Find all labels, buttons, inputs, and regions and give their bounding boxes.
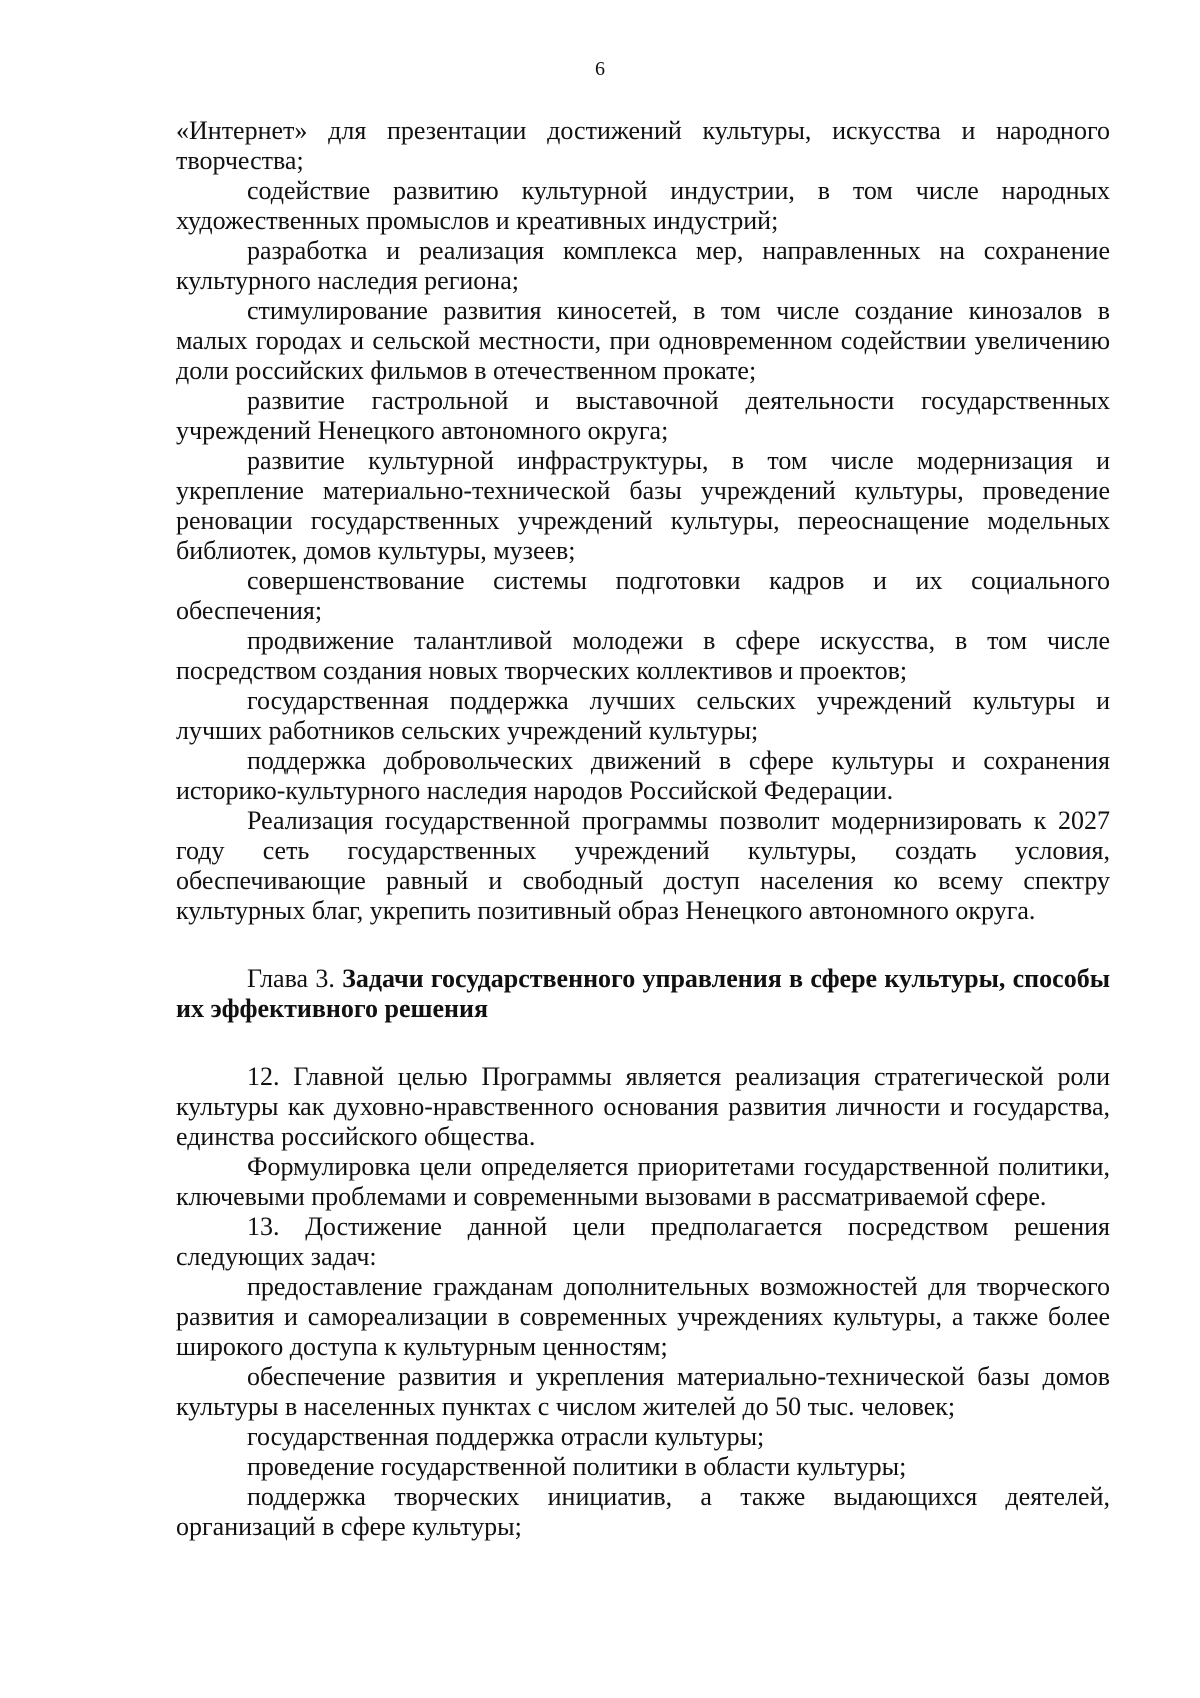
paragraph: Формулировка цели определяется приоритетами государственной политики, ключевыми проблемами и современными вызовами в рассматриваемой сфере. [176,1152,1110,1211]
spacer [176,1024,1110,1062]
page-number: 6 [595,58,605,80]
chapter-prefix: Глава 3. [247,964,335,993]
paragraph: предоставление гражданам дополнительных возможностей для творческого развития и самореализации в современных учреждениях культуры, а также более широкого доступа к культурным ценностям; [176,1272,1110,1361]
paragraph: государственная поддержка лучших сельских учреждений культуры и лучших работников сельских учреждений культуры; [176,686,1110,745]
paragraph: развитие гастрольной и выставочной деятельности государственных учреждений Ненецкого автономного округа; [176,386,1110,445]
paragraph: поддержка творческих инициатив, а также выдающихся деятелей, организаций в сфере культуры; [176,1482,1110,1541]
paragraph: совершенствование системы подготовки кадров и их социального обеспечения; [176,566,1110,625]
paragraph: продвижение талантливой молодежи в сфере искусства, в том числе посредством создания новых творческих коллективов и проектов; [176,626,1110,685]
top-paragraphs [176,116,1110,926]
paragraph: стимулирование развития киносетей, в том числе создание кинозалов в малых городах и сельской местности, при одновременном содействии увеличению доли российских фильмов в отечественном прокате; [176,296,1110,385]
bottom-paragraphs [176,1062,1110,1542]
paragraph: 13. Достижение данной цели предполагается посредством решения следующих задач: [176,1212,1110,1271]
paragraph: проведение государственной политики в области культуры; [247,1452,907,1481]
paragraph: «Интернет» для презентации достижений культуры, искусства и народного творчества; [176,116,1110,175]
paragraph: разработка и реализация комплекса мер, направленных на сохранение культурного наследия региона; [176,236,1110,295]
document-body [176,116,1110,1542]
paragraph: содействие развитию культурной индустрии, в том числе народных художественных промыслов и креативных индустрий; [176,176,1110,235]
paragraph: государственная поддержка отрасли культуры; [247,1422,765,1451]
paragraph: развитие культурной инфраструктуры, в том числе модернизация и укрепление материально-технической базы учреждений культуры, проведение реновации государственных учреждений культуры, переоснащение модельных библиотек, домов культуры, музеев; [176,446,1110,565]
paragraph: 12. Главной целью Программы является реализация стратегической роли культуры как духовно-нравственного основания развития личности и государства, единства российского общества. [176,1062,1110,1151]
chapter-title: Задачи государственного управления в сфере культуры, способы их эффективного решения [176,964,1110,1023]
chapter-heading [176,964,1110,1024]
paragraph: обеспечение развития и укрепления материально-технической базы домов культуры в населенных пунктах с числом жителей до 50 тыс. человек; [176,1362,1110,1421]
paragraph: Реализация государственной программы позволит модернизировать к 2027 году сеть государственных учреждений культуры, создать условия, обеспечивающие равный и свободный доступ населения ко всему спектру культурных благ, укрепить позитивный образ Ненецкого автономного округа. [176,806,1110,925]
paragraph: поддержка добровольческих движений в сфере культуры и сохранения историко-культурного наследия народов Российской Федерации. [176,746,1110,805]
